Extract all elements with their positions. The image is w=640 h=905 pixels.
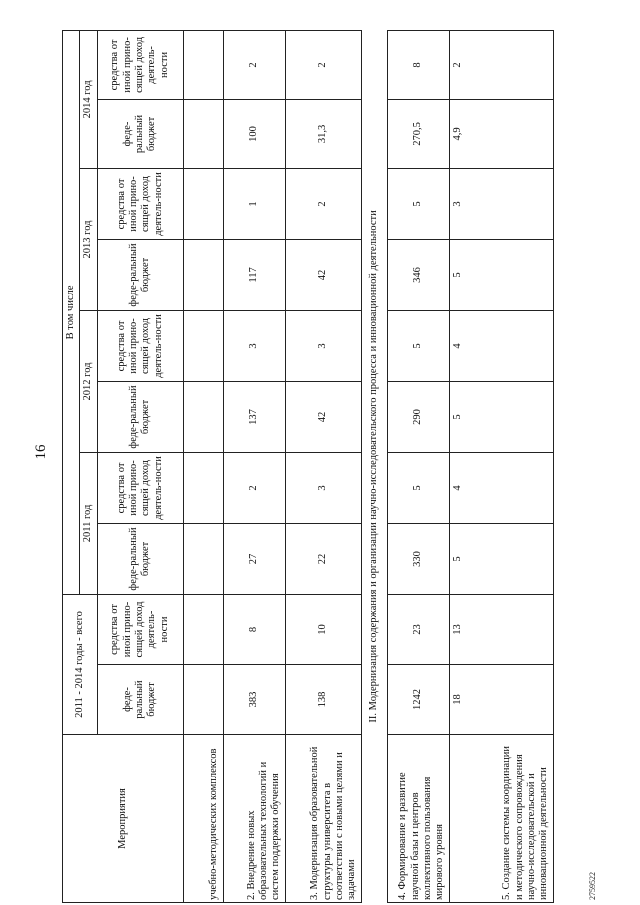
cell: 2 (449, 30, 553, 99)
cell: 270,5 (387, 99, 449, 168)
table-row (183, 30, 223, 902)
row-name: 5. Создание системы координации и методического сопровождения научно-исследовательской и инновационной деятельности (449, 735, 553, 903)
table-body (183, 30, 553, 902)
cell (183, 452, 223, 523)
header-federal-budget: феде-ральный бюджет (97, 381, 183, 452)
cell (183, 594, 223, 664)
table-row (449, 30, 553, 902)
cell (183, 523, 223, 594)
cell (183, 30, 223, 99)
cell: 18 (449, 665, 553, 735)
row-name: учебно-методических комплексов (183, 735, 223, 903)
cell: 383 (223, 665, 285, 735)
cell: 2 (285, 30, 361, 99)
header-other-income: средства от иной прино-сящей доход деятель-ности (97, 452, 183, 523)
header-in-total: В том числе (63, 30, 80, 594)
header-federal-budget: феде-ральный бюджет (97, 99, 183, 168)
cell: 2 (223, 452, 285, 523)
cell: 4,9 (449, 99, 553, 168)
header-federal-budget: феде-ральный бюджет (97, 665, 183, 735)
header-other-income: средства от иной прино-сящей доход деятель-ности (97, 168, 183, 239)
row-name: 4. Формирование и развитие научной базы и центров коллективного пользования мирового уровня (387, 735, 449, 903)
cell: 290 (387, 381, 449, 452)
cell: 138 (285, 665, 361, 735)
cell: 5 (387, 168, 449, 239)
cell: 3 (285, 310, 361, 381)
header-federal-budget: феде-ральный бюджет (97, 239, 183, 310)
cell: 3 (449, 168, 553, 239)
cell: 1242 (387, 665, 449, 735)
section-row (361, 30, 387, 902)
budget-table (62, 30, 554, 903)
cell: 5 (449, 381, 553, 452)
header-year-2011: 2011 год (80, 452, 97, 594)
cell (183, 310, 223, 381)
cell: 23 (387, 594, 449, 664)
header-other-income: средства от иной прино-сящей доход деятель-ности (97, 30, 183, 99)
row-name: 2. Внедрение новых образовательных технологий и систем поддержки обучения (223, 735, 285, 903)
table-header (63, 30, 184, 902)
cell (183, 168, 223, 239)
cell (183, 239, 223, 310)
cell: 13 (449, 594, 553, 664)
header-federal-budget: феде-ральный бюджет (97, 523, 183, 594)
header-other-income: средства от иной прино-сящей доход деятель-ности (97, 594, 183, 664)
table-row (223, 30, 285, 902)
cell: 117 (223, 239, 285, 310)
cell: 5 (449, 239, 553, 310)
header-year-2014: 2014 год (80, 30, 97, 168)
header-year-2013: 2013 год (80, 168, 97, 310)
cell: 346 (387, 239, 449, 310)
cell: 42 (285, 381, 361, 452)
cell: 137 (223, 381, 285, 452)
cell: 5 (387, 452, 449, 523)
cell: 42 (285, 239, 361, 310)
cell: 4 (449, 452, 553, 523)
cell: 3 (285, 452, 361, 523)
cell (183, 381, 223, 452)
section-heading: II. Модернизация содержания и организации научно-исследовательского процесса и инновационной деятельности (361, 30, 387, 902)
header-activities: Мероприятия (63, 735, 184, 903)
table-row (387, 30, 449, 902)
cell: 5 (449, 523, 553, 594)
document-code: 2759522 (588, 872, 597, 900)
cell: 3 (223, 310, 285, 381)
cell: 8 (223, 594, 285, 664)
cell: 8 (387, 30, 449, 99)
cell: 330 (387, 523, 449, 594)
cell: 2 (285, 168, 361, 239)
cell (183, 665, 223, 735)
row-name: 3. Модернизация образовательной структуры университета в соответствии с новыми целями и задачами (285, 735, 361, 903)
cell: 4 (449, 310, 553, 381)
cell: 10 (285, 594, 361, 664)
cell: 22 (285, 523, 361, 594)
cell: 27 (223, 523, 285, 594)
cell: 31,3 (285, 99, 361, 168)
header-total-period: 2011 - 2014 годы - всего (63, 594, 98, 734)
cell: 1 (223, 168, 285, 239)
cell: 100 (223, 99, 285, 168)
header-other-income: средства от иной прино-сящей доход деятель-ности (97, 310, 183, 381)
cell: 5 (387, 310, 449, 381)
header-year-2012: 2012 год (80, 310, 97, 452)
page-number: 16 (33, 444, 49, 460)
table-row (285, 30, 361, 902)
cell (183, 99, 223, 168)
cell: 2 (223, 30, 285, 99)
